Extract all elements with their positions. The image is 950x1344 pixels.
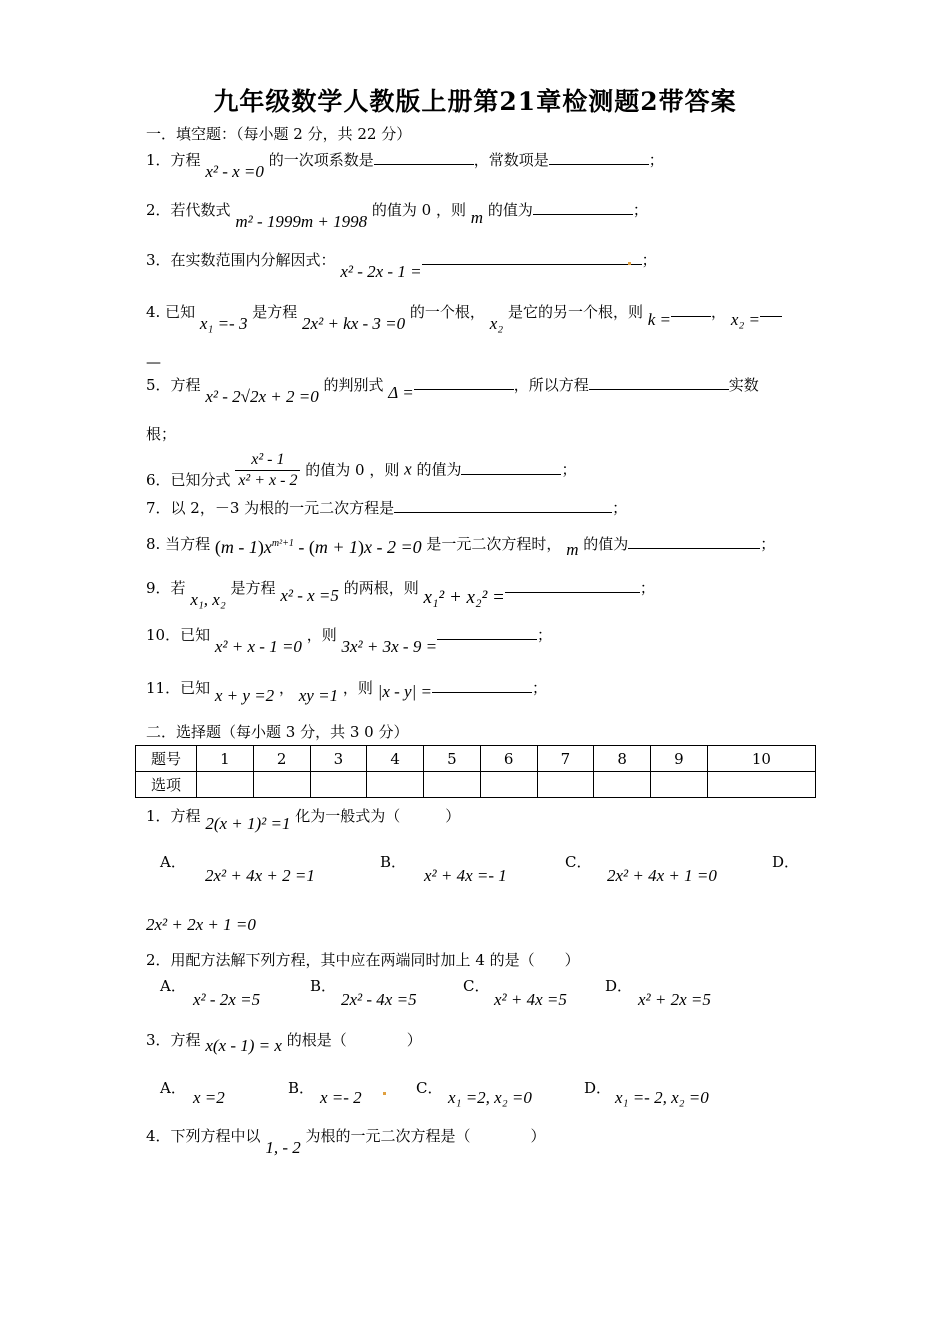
- answer-blank[interactable]: [505, 583, 640, 593]
- answer-blank[interactable]: [461, 460, 561, 475]
- option-b[interactable]: B．: [380, 853, 407, 871]
- answer-blank[interactable]: [671, 307, 711, 317]
- answer-blank[interactable]: [549, 150, 649, 165]
- answer-cell[interactable]: [310, 772, 367, 798]
- choice-question-2: 2．用配方法解下列方程，其中应在两端同时加上 4 的是（ ）: [146, 951, 580, 969]
- fraction: $\frac{\text{x² - 1}}{\text{x² + x - 2}}$: [235, 450, 300, 491]
- answer-blank[interactable]: [533, 200, 633, 215]
- option-b-equation: x =- 2: [320, 1088, 362, 1107]
- answer-blank[interactable]: [394, 498, 612, 513]
- answer-cell[interactable]: [197, 772, 254, 798]
- equation: m² - 1999m + 1998: [235, 212, 368, 231]
- choice-question-4: 4．下列方程中以 1, - 2 为根的一元二次方程是（ ）: [146, 1127, 546, 1157]
- table-cell: 8: [594, 746, 651, 772]
- option-a-equation: 2x² + 4x + 2 =1: [205, 866, 315, 885]
- fill-question-5-continued: 根；: [146, 425, 177, 443]
- option-d[interactable]: D．: [605, 977, 633, 995]
- fill-question-3: 3．在实数范围内分解因式： x² - 2x - 1 =；: [146, 251, 657, 281]
- table-row: [136, 772, 816, 798]
- table-cell: 6: [480, 746, 537, 772]
- fill-question-9: 9．若 x₁, x₂ 是方程 x² - x =5 的两根，则 x₁² + x₂² = ；: [146, 579, 655, 609]
- answer-cell[interactable]: [707, 772, 815, 798]
- document-title: 九年级数学人教版上册第21章检测题2带答案: [213, 87, 737, 116]
- answer-cell[interactable]: [594, 772, 651, 798]
- option-b-equation: x² + 4x =- 1: [424, 866, 507, 885]
- fill-question-2: 2．若代数式 m² - 1999m + 1998 的值为 0 ，则 m 的值为 ；: [146, 201, 648, 231]
- table-header-cell: 选项: [136, 772, 197, 798]
- option-c[interactable]: C．: [565, 853, 592, 871]
- answer-blank[interactable]: [374, 150, 474, 165]
- answer-blank[interactable]: [422, 250, 642, 265]
- answer-blank[interactable]: [760, 307, 782, 317]
- option-c-equation: x₁ =2, x₂ =0: [448, 1088, 532, 1107]
- option-c-equation: x² + 4x =5: [494, 990, 567, 1009]
- option-a-equation: x² - 2x =5: [193, 990, 261, 1009]
- option-c[interactable]: C．: [416, 1079, 443, 1097]
- answer-table: [135, 745, 816, 798]
- section1-header: 一．填空题：（每小题 2 分，共 22 分）: [146, 125, 412, 143]
- choice-question-3: 3．方程 x(x - 1) = x 的根是（ ）: [146, 1031, 422, 1055]
- equation: x² - x =0: [205, 162, 264, 181]
- fill-question-10: 10．已知 x² + x - 1 =0 ，则 3x² + 3x - 9 =；: [146, 626, 553, 656]
- table-cell: 1: [197, 746, 254, 772]
- table-cell: 3: [310, 746, 367, 772]
- table-cell: 7: [537, 746, 594, 772]
- table-cell: 4: [367, 746, 424, 772]
- equation: x(x - 1) = x: [205, 1036, 282, 1055]
- section2-header: 二．选择题（每小题 3 分，共 3 0 分）: [146, 723, 409, 741]
- answer-cell[interactable]: [537, 772, 594, 798]
- answer-cell[interactable]: [651, 772, 708, 798]
- artifact-mark: [628, 262, 631, 265]
- answer-blank[interactable]: [628, 534, 760, 549]
- artifact-mark: [383, 1092, 386, 1095]
- option-d[interactable]: D．: [584, 1079, 612, 1097]
- equation: 2(x + 1)² =1: [205, 814, 291, 833]
- option-a[interactable]: A．: [160, 853, 186, 871]
- option-a[interactable]: A．: [160, 1079, 186, 1097]
- fill-question-7: 7．以 2，－3 为根的一元二次方程是 ；: [146, 499, 628, 517]
- table-cell: 5: [424, 746, 481, 772]
- option-a-equation: x =2: [193, 1088, 225, 1107]
- answer-cell[interactable]: [367, 772, 424, 798]
- option-b[interactable]: B．: [310, 977, 337, 995]
- option-d[interactable]: D．: [772, 853, 800, 871]
- fill-question-5: 5．方程 x² - 2√2x + 2 =0 的判别式 Δ = ，所以方程 实数: [146, 376, 759, 406]
- option-b[interactable]: B．: [288, 1079, 315, 1097]
- table-row: [136, 746, 816, 772]
- answer-cell[interactable]: [253, 772, 310, 798]
- answer-blank[interactable]: [432, 683, 532, 693]
- option-d-equation: 2x² + 2x + 1 =0: [146, 915, 256, 934]
- answer-blank[interactable]: [414, 375, 514, 390]
- option-d-equation: x² + 2x =5: [638, 990, 711, 1009]
- equation: $(m - 1)x^{m^2+1} - (m + 1)x - 2 =0$: [214, 537, 422, 557]
- fill-question-6: 6．已知分式 $\frac{\text{x² - 1}}{\text{x² + x - 2}}$ 的值为 0 ，则 x 的值为 ；: [146, 451, 577, 489]
- table-cell: 9: [651, 746, 708, 772]
- fill-question-8: 8. 当方程 $(m - 1)x^{m^2+1} - (m + 1)x - 2 =0$ 是一元二次方程时， m 的值为 ；: [146, 535, 776, 559]
- answer-cell[interactable]: [424, 772, 481, 798]
- choice-question-1: 1．方程 2(x + 1)² =1 化为一般式为（ ）: [146, 807, 461, 833]
- answer-blank[interactable]: [437, 625, 537, 640]
- option-a[interactable]: A．: [160, 977, 186, 995]
- equation: x² - 2√2x + 2 =0: [205, 387, 319, 406]
- equation: 1, - 2: [265, 1138, 301, 1157]
- fill-question-1: 1．方程 x² - x =0 的一次项系数是 ，常数项是 ；: [146, 151, 664, 181]
- fill-question-4: 4. 已知 x₁ =- 3 是方程 2x² + kx - 3 =0 的一个根， x₂ 是它的另一个根，则 k = ， x₂ =: [146, 302, 782, 322]
- equation: x² - 2x - 1 =: [340, 262, 422, 281]
- table-cell: 2: [253, 746, 310, 772]
- option-c[interactable]: C．: [463, 977, 490, 995]
- option-d-equation: x₁ =- 2, x₂ =0: [615, 1088, 709, 1107]
- answer-blank[interactable]: [589, 375, 729, 390]
- answer-cell[interactable]: [480, 772, 537, 798]
- fill-question-4-continued: —: [146, 353, 161, 371]
- fill-question-11: 11．已知 x + y =2 ， xy =1 ，则 |x - y| = ；: [146, 679, 547, 705]
- option-b-equation: 2x² - 4x =5: [341, 990, 417, 1009]
- option-c-equation: 2x² + 4x + 1 =0: [607, 866, 717, 885]
- table-cell: 10: [707, 746, 815, 772]
- table-header-cell: 题号: [136, 746, 197, 772]
